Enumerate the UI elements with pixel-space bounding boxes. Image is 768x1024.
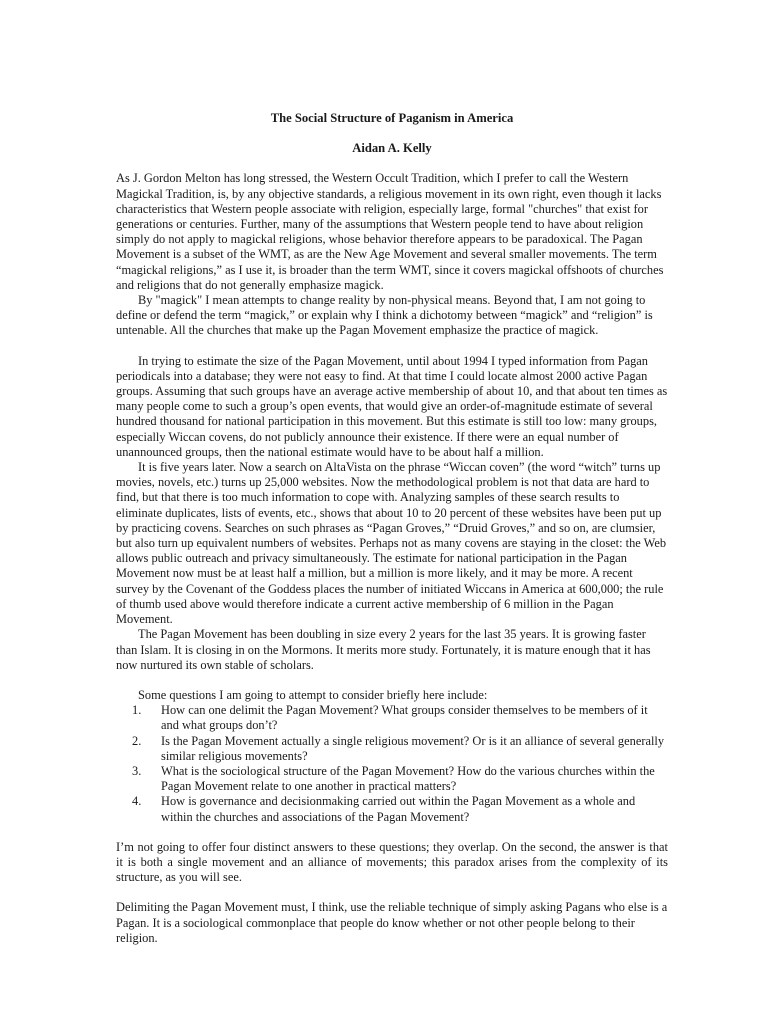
paragraph-size-estimate: In trying to estimate the size of the Pagan Movement, until about 1994 I typed information from Pagan periodicals into a database; they were not easy to find. At that time I could locate almost 2000 active Pagan groups. Assuming that such groups have an average active membership of about 10, and that about ten times as many people come to such a group’s open events, that would give an order-of-magnitude estimate of several hundred thousand for national participation in this movement. But this estimate is still too low: many groups, especially Wiccan covens, do not publicly announce their existence. If there were an equal number of unannounced groups, then the national estimate would have to be about half a million.: [116, 353, 668, 459]
list-item: [132, 733, 668, 764]
paragraph-questions-intro: Some questions I am going to attempt to consider briefly here include:: [138, 687, 488, 702]
paragraph-web-search: It is five years later. Now a search on AltaVista on the phrase “Wiccan coven” (the word “witch” turns up movies, novels, etc.) turns up 25,000 websites. Now the methodological problem is not that data are hard to find, but that there is too much information to cope with. Analyzing samples of these search results to eliminate duplicates, lists of events, etc., shows that about 10 to 20 percent of these websites have been put up by practicing covens. Searches on such phrases as “Pagan Groves,” “Druid Groves,” and so on, are clumsier, but also turn up equivalent numbers of websites. Perhaps not as many covens are staying in the closet: the Web allows public outreach and privacy simultaneously. The estimate for national participation in the Pagan Movement now must be at least half a million, but a million is more likely, and it may be more. A recent survey by the Covenant of the Goddess places the number of initiated Wiccans in America at 600,000; the rule of thumb used above would therefore indicate a current active membership of 6 million in the Pagan Movement.: [116, 460, 667, 627]
paragraph-intro: As J. Gordon Melton has long stressed, the Western Occult Tradition, which I prefer to call the Western Magickal Tradition, is, by any objective standards, a religious movement in its own right, even though it lacks characteristics that Western people associate with religion, especially large, formal "churches" that exist for generations or centuries. Further, many of the assumptions that Western people tend to have about religion simply do not apply to magickal religions, whose behavior therefore appears to be paradoxical. The Pagan Movement is a subset of the WMT, as are the New Age Movement and several smaller movements. The term “magickal religions,” as I use it, is broader than the term WMT, since it covers magickal offshoots of churches and religions that do not generally emphasize magick.: [116, 171, 664, 292]
paragraph-magick-definition: By "magick" I mean attempts to change reality by non-physical means. Beyond that, I am not going to define or defend the term “magick,” or explain why I think a dichotomy between “magick” and “religion” is untenable. All the churches that make up the Pagan Movement emphasize the practice of magick.: [116, 293, 653, 338]
list-item-number: 2.: [132, 733, 142, 748]
paragraph-growth: The Pagan Movement has been doubling in size every 2 years for the last 35 years. It is growing faster than Islam. It is closing in on the Mormons. It merits more study. Fortunately, it is mature enough that it has now nurtured its own stable of scholars.: [116, 627, 651, 672]
list-item: [132, 763, 668, 794]
list-item-text: What is the sociological structure of the Pagan Movement? How do the various churches within the Pagan Movement relate to one another in practical matters?: [161, 763, 655, 794]
list-item-text: How is governance and decisionmaking carried out within the Pagan Movement as a whole and within the churches and associations of the Pagan Movement?: [161, 794, 636, 824]
list-item-number: 3.: [132, 763, 142, 778]
list-item: [132, 794, 668, 824]
list-item-number: 4.: [132, 794, 142, 809]
document-title: The Social Structure of Paganism in America: [270, 111, 514, 125]
paragraph-answers: I’m not going to offer four distinct answers to these questions; they overlap. On the second, the answer is that it is both a single movement and an alliance of movements; this paradox arises from the complexity of its structure, as you will see.: [116, 839, 668, 885]
paragraph-delimiting: Delimiting the Pagan Movement must, I think, use the reliable technique of simply asking Pagans who else is a Pagan. It is a sociological commonplace that people do know whether or not other people belong to their religion.: [116, 900, 668, 945]
questions-list: [116, 703, 668, 825]
list-item-text: How can one delimit the Pagan Movement? What groups consider themselves to be members of it and what groups don’t?: [161, 703, 648, 733]
list-item-number: 1.: [132, 703, 142, 718]
list-item-text: Is the Pagan Movement actually a single religious movement? Or is it an alliance of several generally similar religious movements?: [161, 733, 665, 763]
list-item: [132, 703, 668, 733]
document-author: Aidan A. Kelly: [352, 141, 432, 156]
